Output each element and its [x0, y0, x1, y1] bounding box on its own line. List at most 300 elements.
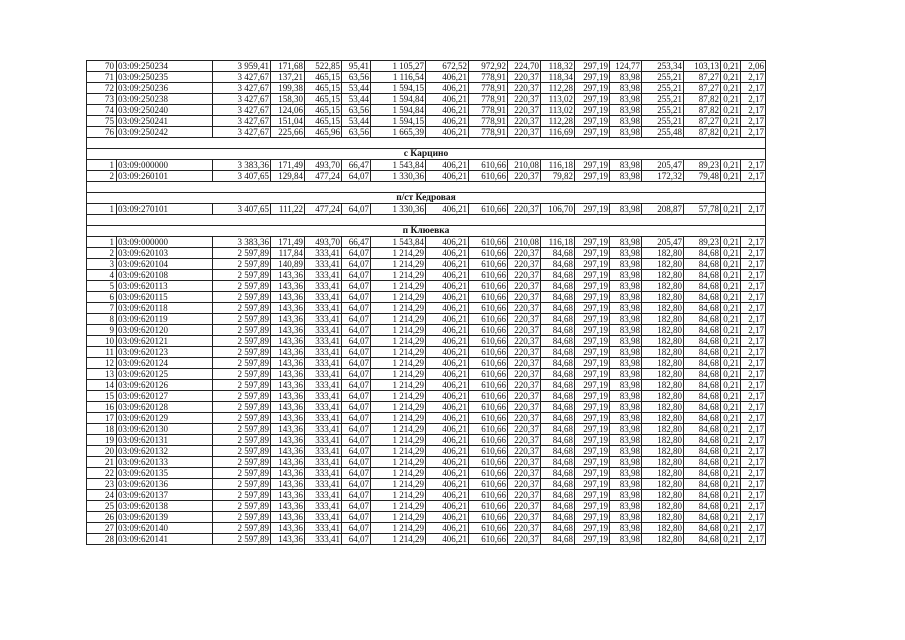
value-cell: 182,80 — [642, 457, 684, 468]
value-cell: 333,41 — [305, 358, 342, 369]
value-cell: 64,07 — [342, 424, 371, 435]
table-row — [87, 446, 766, 457]
value-cell: 1 214,29 — [371, 523, 426, 534]
value-cell: 84,68 — [541, 358, 575, 369]
value-cell: 118,32 — [541, 61, 575, 72]
value-cell: 1 214,29 — [371, 281, 426, 292]
value-cell: 89,23 — [684, 160, 721, 171]
value-cell: 2 597,89 — [213, 413, 271, 424]
value-cell: 0,21 — [721, 501, 741, 512]
value-cell: 220,37 — [508, 457, 541, 468]
value-cell: 1 214,29 — [371, 380, 426, 391]
value-cell: 2,17 — [741, 479, 766, 490]
value-cell: 87,27 — [684, 116, 721, 127]
value-cell: 778,91 — [469, 72, 508, 83]
value-cell: 333,41 — [305, 391, 342, 402]
value-cell: 84,68 — [684, 314, 721, 325]
value-cell: 63,56 — [342, 72, 371, 83]
value-cell: 84,68 — [684, 303, 721, 314]
value-cell: 1 214,29 — [371, 457, 426, 468]
value-cell: 83,98 — [610, 435, 642, 446]
value-cell: 143,36 — [271, 534, 305, 545]
value-cell: 406,21 — [426, 413, 469, 424]
value-cell: 143,36 — [271, 501, 305, 512]
value-cell: 0,21 — [721, 490, 741, 501]
value-cell: 84,68 — [684, 468, 721, 479]
value-cell: 3 427,67 — [213, 72, 271, 83]
value-cell: 220,37 — [508, 424, 541, 435]
value-cell: 0,21 — [721, 446, 741, 457]
cadastral-code-cell: 03:09:620124 — [117, 358, 213, 369]
value-cell: 84,68 — [684, 380, 721, 391]
value-cell: 220,37 — [508, 490, 541, 501]
value-cell: 297,19 — [575, 347, 610, 358]
row-number-cell: 20 — [87, 446, 117, 457]
value-cell: 1 214,29 — [371, 314, 426, 325]
value-cell: 220,37 — [508, 347, 541, 358]
value-cell: 0,21 — [721, 380, 741, 391]
value-cell: 220,37 — [508, 127, 541, 138]
row-number-cell: 17 — [87, 413, 117, 424]
value-cell: 95,41 — [342, 61, 371, 72]
value-cell: 64,07 — [342, 479, 371, 490]
value-cell: 64,07 — [342, 204, 371, 215]
blank-row — [87, 138, 766, 149]
row-number-cell: 2 — [87, 248, 117, 259]
value-cell: 0,21 — [721, 116, 741, 127]
value-cell: 220,37 — [508, 314, 541, 325]
value-cell: 2 597,89 — [213, 490, 271, 501]
value-cell: 118,34 — [541, 72, 575, 83]
value-cell: 64,07 — [342, 369, 371, 380]
value-cell: 406,21 — [426, 424, 469, 435]
value-cell: 2 597,89 — [213, 281, 271, 292]
value-cell: 406,21 — [426, 116, 469, 127]
value-cell: 220,37 — [508, 468, 541, 479]
value-cell: 103,13 — [684, 61, 721, 72]
value-cell: 84,68 — [541, 281, 575, 292]
value-cell: 84,68 — [684, 446, 721, 457]
value-cell: 84,68 — [541, 391, 575, 402]
value-cell: 172,32 — [642, 171, 684, 182]
value-cell: 1 330,36 — [371, 204, 426, 215]
value-cell: 64,07 — [342, 435, 371, 446]
value-cell: 297,19 — [575, 490, 610, 501]
value-cell: 84,68 — [541, 248, 575, 259]
value-cell: 84,68 — [684, 435, 721, 446]
value-cell: 406,21 — [426, 303, 469, 314]
row-number-cell: 13 — [87, 369, 117, 380]
value-cell: 64,07 — [342, 391, 371, 402]
value-cell: 182,80 — [642, 336, 684, 347]
value-cell: 297,19 — [575, 259, 610, 270]
row-number-cell: 10 — [87, 336, 117, 347]
value-cell: 113,02 — [541, 105, 575, 116]
value-cell: 143,36 — [271, 457, 305, 468]
value-cell: 2,17 — [741, 424, 766, 435]
value-cell: 610,66 — [469, 523, 508, 534]
value-cell: 64,07 — [342, 501, 371, 512]
value-cell: 182,80 — [642, 534, 684, 545]
value-cell: 220,37 — [508, 446, 541, 457]
value-cell: 64,07 — [342, 270, 371, 281]
value-cell: 64,07 — [342, 358, 371, 369]
value-cell: 610,66 — [469, 259, 508, 270]
value-cell: 84,68 — [684, 490, 721, 501]
value-cell: 182,80 — [642, 402, 684, 413]
value-cell: 406,21 — [426, 391, 469, 402]
row-number-cell: 2 — [87, 171, 117, 182]
table-row — [87, 435, 766, 446]
value-cell: 2,06 — [741, 61, 766, 72]
value-cell: 1 214,29 — [371, 435, 426, 446]
value-cell: 672,52 — [426, 61, 469, 72]
value-cell: 116,18 — [541, 160, 575, 171]
value-cell: 143,36 — [271, 281, 305, 292]
value-cell: 84,68 — [541, 512, 575, 523]
table-row — [87, 270, 766, 281]
value-cell: 64,07 — [342, 512, 371, 523]
cadastral-code-cell: 03:09:620128 — [117, 402, 213, 413]
value-cell: 3 427,67 — [213, 116, 271, 127]
table-row — [87, 512, 766, 523]
value-cell: 333,41 — [305, 523, 342, 534]
value-cell: 333,41 — [305, 512, 342, 523]
cadastral-code-cell: 03:09:620138 — [117, 501, 213, 512]
row-number-cell: 28 — [87, 534, 117, 545]
value-cell: 0,21 — [721, 435, 741, 446]
value-cell: 297,19 — [575, 391, 610, 402]
value-cell: 2,17 — [741, 468, 766, 479]
value-cell: 87,82 — [684, 127, 721, 138]
value-cell: 297,19 — [575, 171, 610, 182]
value-cell: 2,17 — [741, 512, 766, 523]
value-cell: 171,68 — [271, 61, 305, 72]
cadastral-code-cell: 03:09:620127 — [117, 391, 213, 402]
value-cell: 64,07 — [342, 402, 371, 413]
value-cell: 610,66 — [469, 380, 508, 391]
value-cell: 297,19 — [575, 380, 610, 391]
value-cell: 143,36 — [271, 435, 305, 446]
value-cell: 140,89 — [271, 259, 305, 270]
value-cell: 0,21 — [721, 248, 741, 259]
value-cell: 143,36 — [271, 523, 305, 534]
value-cell: 84,68 — [684, 259, 721, 270]
cadastral-code-cell: 03:09:620120 — [117, 325, 213, 336]
cadastral-code-cell: 03:09:620115 — [117, 292, 213, 303]
value-cell: 2,17 — [741, 490, 766, 501]
cadastral-code-cell: 03:09:620103 — [117, 248, 213, 259]
value-cell: 297,19 — [575, 424, 610, 435]
value-cell: 610,66 — [469, 369, 508, 380]
value-cell: 610,66 — [469, 391, 508, 402]
value-cell: 220,37 — [508, 523, 541, 534]
value-cell: 84,68 — [684, 523, 721, 534]
value-cell: 220,37 — [508, 116, 541, 127]
value-cell: 2,17 — [741, 347, 766, 358]
value-cell: 333,41 — [305, 501, 342, 512]
value-cell: 0,21 — [721, 171, 741, 182]
table-body — [87, 61, 766, 545]
table-row — [87, 468, 766, 479]
value-cell: 333,41 — [305, 534, 342, 545]
value-cell: 610,66 — [469, 457, 508, 468]
value-cell: 610,66 — [469, 204, 508, 215]
value-cell: 64,07 — [342, 446, 371, 457]
value-cell: 2,17 — [741, 446, 766, 457]
value-cell: 406,21 — [426, 105, 469, 116]
value-cell: 0,21 — [721, 292, 741, 303]
table-row — [87, 501, 766, 512]
value-cell: 220,37 — [508, 270, 541, 281]
value-cell: 1 543,84 — [371, 160, 426, 171]
row-number-cell: 76 — [87, 127, 117, 138]
value-cell: 2,17 — [741, 237, 766, 248]
value-cell: 84,68 — [541, 314, 575, 325]
value-cell: 143,36 — [271, 391, 305, 402]
value-cell: 610,66 — [469, 512, 508, 523]
value-cell: 2 597,89 — [213, 314, 271, 325]
value-cell: 610,66 — [469, 281, 508, 292]
value-cell: 83,98 — [610, 105, 642, 116]
value-cell: 297,19 — [575, 468, 610, 479]
value-cell: 64,07 — [342, 292, 371, 303]
value-cell: 171,49 — [271, 237, 305, 248]
value-cell: 333,41 — [305, 314, 342, 325]
value-cell: 297,19 — [575, 369, 610, 380]
cadastral-code-cell: 03:09:620113 — [117, 281, 213, 292]
value-cell: 406,21 — [426, 160, 469, 171]
row-number-cell: 19 — [87, 435, 117, 446]
value-cell: 297,19 — [575, 435, 610, 446]
value-cell: 2,17 — [741, 457, 766, 468]
value-cell: 1 214,29 — [371, 512, 426, 523]
value-cell: 406,21 — [426, 402, 469, 413]
value-cell: 83,98 — [610, 413, 642, 424]
value-cell: 64,07 — [342, 534, 371, 545]
value-cell: 84,68 — [684, 391, 721, 402]
value-cell: 406,21 — [426, 270, 469, 281]
value-cell: 64,07 — [342, 380, 371, 391]
table-row — [87, 490, 766, 501]
value-cell: 333,41 — [305, 424, 342, 435]
value-cell: 1 214,29 — [371, 347, 426, 358]
table-row — [87, 523, 766, 534]
value-cell: 64,07 — [342, 259, 371, 270]
row-number-cell: 23 — [87, 479, 117, 490]
value-cell: 2 597,89 — [213, 446, 271, 457]
value-cell: 2,17 — [741, 281, 766, 292]
section-header-row — [87, 193, 766, 204]
value-cell: 79,48 — [684, 171, 721, 182]
value-cell: 84,68 — [684, 270, 721, 281]
table-row — [87, 479, 766, 490]
value-cell: 2 597,89 — [213, 380, 271, 391]
value-cell: 220,37 — [508, 105, 541, 116]
value-cell: 220,37 — [508, 413, 541, 424]
value-cell: 778,91 — [469, 105, 508, 116]
value-cell: 333,41 — [305, 336, 342, 347]
section-title: п Клюевка — [87, 226, 766, 237]
value-cell: 182,80 — [642, 424, 684, 435]
value-cell: 406,21 — [426, 512, 469, 523]
value-cell: 2 597,89 — [213, 402, 271, 413]
value-cell: 220,37 — [508, 292, 541, 303]
row-number-cell: 5 — [87, 281, 117, 292]
value-cell: 84,68 — [541, 303, 575, 314]
value-cell: 66,47 — [342, 237, 371, 248]
value-cell: 64,07 — [342, 281, 371, 292]
value-cell: 3 383,36 — [213, 237, 271, 248]
value-cell: 610,66 — [469, 413, 508, 424]
value-cell: 182,80 — [642, 369, 684, 380]
table-row — [87, 281, 766, 292]
value-cell: 406,21 — [426, 501, 469, 512]
value-cell: 182,80 — [642, 391, 684, 402]
value-cell: 297,19 — [575, 116, 610, 127]
value-cell: 220,37 — [508, 391, 541, 402]
value-cell: 465,15 — [305, 105, 342, 116]
value-cell: 2,17 — [741, 303, 766, 314]
cadastral-code-cell: 03:09:620125 — [117, 369, 213, 380]
value-cell: 2,17 — [741, 402, 766, 413]
value-cell: 1 214,29 — [371, 259, 426, 270]
value-cell: 83,98 — [610, 391, 642, 402]
value-cell: 406,21 — [426, 127, 469, 138]
value-cell: 182,80 — [642, 248, 684, 259]
row-number-cell: 11 — [87, 347, 117, 358]
value-cell: 610,66 — [469, 424, 508, 435]
table-row — [87, 160, 766, 171]
cadastral-code-cell: 03:09:000000 — [117, 237, 213, 248]
value-cell: 297,19 — [575, 523, 610, 534]
value-cell: 137,21 — [271, 72, 305, 83]
value-cell: 182,80 — [642, 259, 684, 270]
value-cell: 143,36 — [271, 292, 305, 303]
cadastral-code-cell: 03:09:620137 — [117, 490, 213, 501]
value-cell: 106,70 — [541, 204, 575, 215]
value-cell: 406,21 — [426, 369, 469, 380]
value-cell: 2 597,89 — [213, 259, 271, 270]
value-cell: 1 214,29 — [371, 501, 426, 512]
value-cell: 84,68 — [541, 347, 575, 358]
value-cell: 63,56 — [342, 105, 371, 116]
value-cell: 406,21 — [426, 336, 469, 347]
value-cell: 0,21 — [721, 479, 741, 490]
value-cell: 64,07 — [342, 171, 371, 182]
value-cell: 220,37 — [508, 501, 541, 512]
value-cell: 84,68 — [541, 501, 575, 512]
value-cell: 610,66 — [469, 446, 508, 457]
value-cell: 143,36 — [271, 325, 305, 336]
row-number-cell: 25 — [87, 501, 117, 512]
value-cell: 610,66 — [469, 292, 508, 303]
value-cell: 0,21 — [721, 160, 741, 171]
cadastral-code-cell: 03:09:000000 — [117, 160, 213, 171]
value-cell: 2 597,89 — [213, 303, 271, 314]
value-cell: 83,98 — [610, 490, 642, 501]
cadastral-code-cell: 03:09:620130 — [117, 424, 213, 435]
value-cell: 1 330,36 — [371, 171, 426, 182]
data-table — [86, 60, 766, 545]
value-cell: 0,21 — [721, 270, 741, 281]
table-row — [87, 248, 766, 259]
section-header-row — [87, 149, 766, 160]
row-number-cell: 4 — [87, 270, 117, 281]
value-cell: 2,17 — [741, 127, 766, 138]
value-cell: 83,98 — [610, 369, 642, 380]
value-cell: 83,98 — [610, 358, 642, 369]
cadastral-code-cell: 03:09:620126 — [117, 380, 213, 391]
value-cell: 83,98 — [610, 127, 642, 138]
cadastral-code-cell: 03:09:620123 — [117, 347, 213, 358]
value-cell: 83,98 — [610, 468, 642, 479]
cadastral-code-cell: 03:09:250238 — [117, 94, 213, 105]
value-cell: 406,21 — [426, 237, 469, 248]
value-cell: 1 214,29 — [371, 479, 426, 490]
value-cell: 0,21 — [721, 534, 741, 545]
value-cell: 182,80 — [642, 512, 684, 523]
value-cell: 2,17 — [741, 325, 766, 336]
value-cell: 1 214,29 — [371, 413, 426, 424]
value-cell: 182,80 — [642, 523, 684, 534]
value-cell: 57,78 — [684, 204, 721, 215]
value-cell: 0,21 — [721, 325, 741, 336]
value-cell: 83,98 — [610, 72, 642, 83]
value-cell: 64,07 — [342, 468, 371, 479]
value-cell: 116,18 — [541, 237, 575, 248]
table-row — [87, 391, 766, 402]
value-cell: 2,17 — [741, 72, 766, 83]
value-cell: 79,82 — [541, 171, 575, 182]
table-row — [87, 358, 766, 369]
table-row — [87, 259, 766, 270]
value-cell: 0,21 — [721, 457, 741, 468]
value-cell: 143,36 — [271, 479, 305, 490]
row-number-cell: 6 — [87, 292, 117, 303]
value-cell: 2 597,89 — [213, 501, 271, 512]
section-title: п/ст Кедровая — [87, 193, 766, 204]
value-cell: 333,41 — [305, 402, 342, 413]
value-cell: 84,68 — [684, 325, 721, 336]
value-cell: 84,68 — [684, 457, 721, 468]
value-cell: 143,36 — [271, 446, 305, 457]
value-cell: 406,21 — [426, 468, 469, 479]
value-cell: 1 214,29 — [371, 391, 426, 402]
value-cell: 406,21 — [426, 325, 469, 336]
value-cell: 2,17 — [741, 435, 766, 446]
table-row — [87, 237, 766, 248]
value-cell: 333,41 — [305, 248, 342, 259]
value-cell: 220,37 — [508, 325, 541, 336]
value-cell: 84,68 — [541, 369, 575, 380]
cadastral-code-cell: 03:09:250234 — [117, 61, 213, 72]
value-cell: 84,68 — [684, 347, 721, 358]
value-cell: 143,36 — [271, 490, 305, 501]
value-cell: 2 597,89 — [213, 248, 271, 259]
cadastral-code-cell: 03:09:250240 — [117, 105, 213, 116]
value-cell: 0,21 — [721, 402, 741, 413]
value-cell: 0,21 — [721, 314, 741, 325]
value-cell: 2,17 — [741, 523, 766, 534]
value-cell: 83,98 — [610, 457, 642, 468]
cadastral-code-cell: 03:09:250242 — [117, 127, 213, 138]
row-number-cell: 1 — [87, 204, 117, 215]
value-cell: 0,21 — [721, 259, 741, 270]
table-row — [87, 94, 766, 105]
cadastral-code-cell: 03:09:620133 — [117, 457, 213, 468]
cadastral-code-cell: 03:09:620119 — [117, 314, 213, 325]
